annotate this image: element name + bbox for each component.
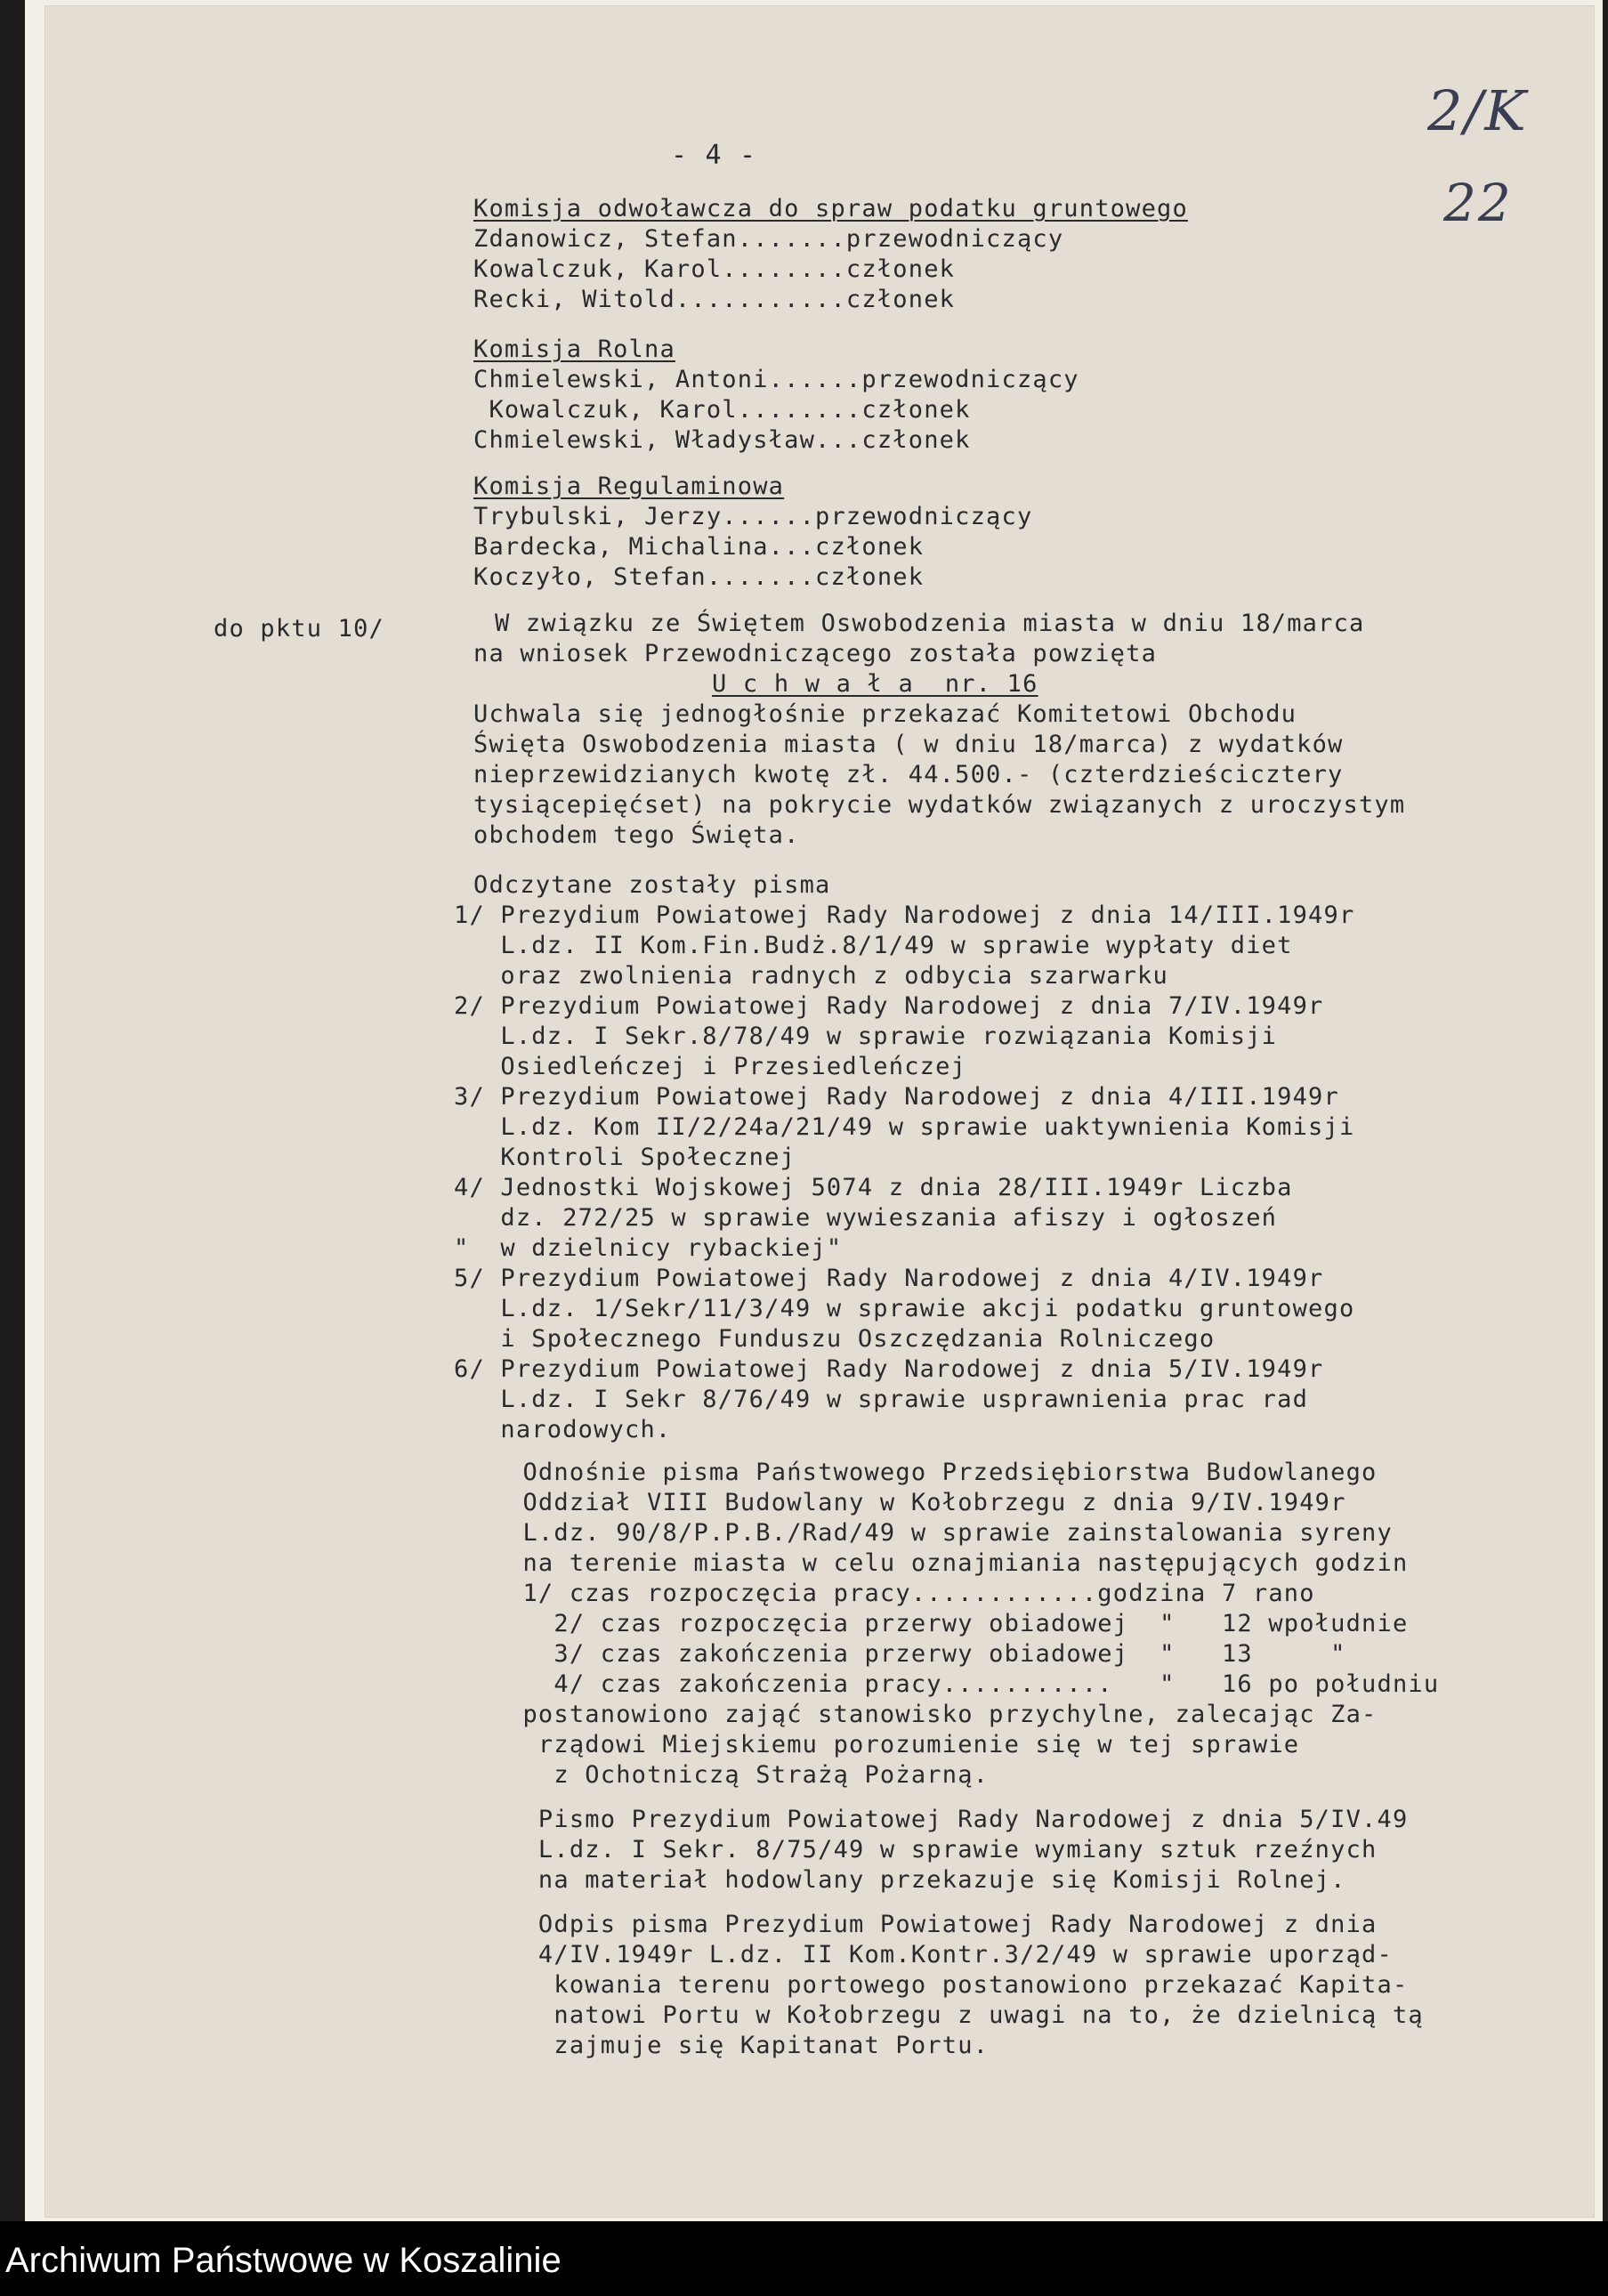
member-line: Chmielewski, Antoni......przewodniczący bbox=[473, 366, 1079, 393]
pismo-line: Kontroli Społecznej bbox=[454, 1144, 796, 1171]
uchwala-heading: U c h w a ł a nr. 16 bbox=[712, 670, 1038, 698]
pismo-line: Osiedleńczej i Przesiedleńczej bbox=[454, 1053, 967, 1080]
syrena-line: na terenie miasta w celu oznajmiania następujących godzin bbox=[507, 1549, 1409, 1577]
syrena-line: Odnośnie pisma Państwowego Przedsiębiorstwa Budowlanego bbox=[507, 1459, 1378, 1486]
pismo-line: narodowych. bbox=[454, 1416, 672, 1443]
syrena-line: 2/ czas rozpoczęcia przerwy obiadowej " 12 wpołudnie bbox=[507, 1610, 1409, 1637]
paragraph-line: Odpis pisma Prezydium Powiatowej Rady Narodowej z dnia bbox=[507, 1911, 1378, 1938]
document-page bbox=[44, 5, 1595, 2218]
member-line: Kowalczuk, Karol........członek bbox=[473, 396, 971, 424]
uchwala-line: Uchwala się jednogłośnie przekazać Komitetowi Obchodu bbox=[473, 700, 1297, 728]
pismo-line: L.dz. Kom II/2/24a/21/49 w sprawie uaktywnienia Komisji bbox=[454, 1113, 1355, 1141]
syrena-line: L.dz. 90/8/P.P.B./Rad/49 w sprawie zainstalowania syreny bbox=[507, 1519, 1393, 1547]
pismo-line: L.dz. I Sekr.8/78/49 w sprawie rozwiązania Komisji bbox=[454, 1023, 1278, 1050]
paragraph-line: Pismo Prezydium Powiatowej Rady Narodowej z dnia 5/IV.49 bbox=[507, 1806, 1409, 1833]
uchwala-line: obchodem tego Święta. bbox=[473, 821, 800, 849]
archive-footer-bar bbox=[0, 2221, 1608, 2296]
section-title: Komisja Rolna bbox=[473, 336, 675, 363]
pismo-line: i Społecznego Funduszu Oszczędzania Rolniczego bbox=[454, 1325, 1216, 1353]
paragraph-line: natowi Portu w Kołobrzegu z uwagi na to, że dzielnicą tą bbox=[507, 2001, 1424, 2029]
section-title: Komisja Regulaminowa bbox=[473, 473, 785, 500]
paragraph-line: 4/IV.1949r L.dz. II Kom.Kontr.3/2/49 w sprawie uporząd- bbox=[507, 1941, 1393, 1969]
uchwala-line: nieprzewidzianych kwotę zł. 44.500.- (czterdzieścicztery bbox=[473, 761, 1344, 788]
syrena-line: Oddział VIII Budowlany w Kołobrzegu z dnia 9/IV.1949r bbox=[507, 1489, 1346, 1516]
member-line: Kowalczuk, Karol........członek bbox=[473, 255, 956, 283]
syrena-line: postanowiono zająć stanowisko przychylne, zalecając Za- bbox=[507, 1701, 1378, 1728]
pismo-line: 4/ Jednostki Wojskowej 5074 z dnia 28/III.1949r Liczba bbox=[454, 1174, 1293, 1201]
pismo-line: L.dz. I Sekr 8/76/49 w sprawie usprawnienia prac rad bbox=[454, 1386, 1309, 1413]
syrena-line: 4/ czas zakończenia pracy........... " 16 po południu bbox=[507, 1670, 1440, 1698]
member-line: Koczyło, Stefan.......członek bbox=[473, 563, 925, 591]
intro-line: na wniosek Przewodniczącego została powzięta bbox=[473, 640, 1158, 667]
archive-footer-label: Archiwum Państwowe w Koszalinie bbox=[5, 2241, 562, 2280]
member-line: Chmielewski, Władysław...członek bbox=[473, 426, 971, 454]
pismo-line: 2/ Prezydium Powiatowej Rady Narodowej z dnia 7/IV.1949r bbox=[454, 992, 1324, 1020]
pisma-intro: Odczytane zostały pisma bbox=[473, 871, 831, 899]
member-line: Bardecka, Michalina...członek bbox=[473, 533, 925, 561]
pismo-line: " w dzielnicy rybackiej" bbox=[454, 1234, 843, 1262]
member-line: Recki, Witold...........członek bbox=[473, 286, 956, 313]
pismo-line: 1/ Prezydium Powiatowej Rady Narodowej z dnia 14/III.1949r bbox=[454, 901, 1355, 929]
page-number: - 4 - bbox=[671, 140, 757, 171]
pismo-line: L.dz. II Kom.Fin.Budż.8/1/49 w sprawie wypłaty diet bbox=[454, 932, 1293, 959]
pismo-line: 5/ Prezydium Powiatowej Rady Narodowej z dnia 4/IV.1949r bbox=[454, 1265, 1324, 1292]
member-line: Zdanowicz, Stefan.......przewodniczący bbox=[473, 225, 1064, 253]
paragraph-line: zajmuje się Kapitanat Portu. bbox=[507, 2032, 990, 2059]
handwritten-mark-top: 2/K bbox=[1427, 78, 1528, 143]
pismo-line: 3/ Prezydium Powiatowej Rady Narodowej z dnia 4/III.1949r bbox=[454, 1083, 1339, 1111]
pismo-line: 6/ Prezydium Powiatowej Rady Narodowej z dnia 5/IV.1949r bbox=[454, 1355, 1324, 1383]
syrena-line: rządowi Miejskiemu porozumienie się w tej sprawie bbox=[507, 1731, 1300, 1758]
uchwala-line: tysiącepięćset) na pokrycie wydatków związanych z uroczystym bbox=[473, 791, 1406, 819]
section-title: Komisja odwoławcza do spraw podatku gruntowego bbox=[473, 195, 1188, 222]
handwritten-archive-mark bbox=[1427, 78, 1528, 143]
uchwala-line: Święta Oswobodzenia miasta ( w dniu 18/marca) z wydatków bbox=[473, 731, 1344, 758]
handwritten-mark-bottom: 22 bbox=[1443, 173, 1513, 233]
pismo-line: L.dz. 1/Sekr/11/3/49 w sprawie akcji podatku gruntowego bbox=[454, 1295, 1355, 1322]
paragraph-line: kowania terenu portowego postanowiono przekazać Kapita- bbox=[507, 1971, 1409, 1999]
handwritten-archive-number bbox=[1443, 173, 1513, 233]
member-line: Trybulski, Jerzy......przewodniczący bbox=[473, 503, 1033, 530]
agenda-point-label: do pktu 10/ bbox=[214, 615, 385, 643]
syrena-line: z Ochotniczą Strażą Pożarną. bbox=[507, 1761, 990, 1789]
paragraph-line: na materiał hodowlany przekazuje się Komisji Rolnej. bbox=[507, 1866, 1346, 1894]
paragraph-line: L.dz. I Sekr. 8/75/49 w sprawie wymiany sztuk rzeźnych bbox=[507, 1836, 1378, 1863]
intro-line: W związku ze Świętem Oswobodzenia miasta w dniu 18/marca bbox=[495, 610, 1365, 637]
syrena-line: 1/ czas rozpoczęcia pracy............godzina 7 rano bbox=[507, 1580, 1315, 1607]
pismo-line: dz. 272/25 w sprawie wywieszania afiszy i ogłoszeń bbox=[454, 1204, 1278, 1232]
pismo-line: oraz zwolnienia radnych z odbycia szarwarku bbox=[454, 962, 1168, 990]
syrena-line: 3/ czas zakończenia przerwy obiadowej " 13 " bbox=[507, 1640, 1346, 1668]
